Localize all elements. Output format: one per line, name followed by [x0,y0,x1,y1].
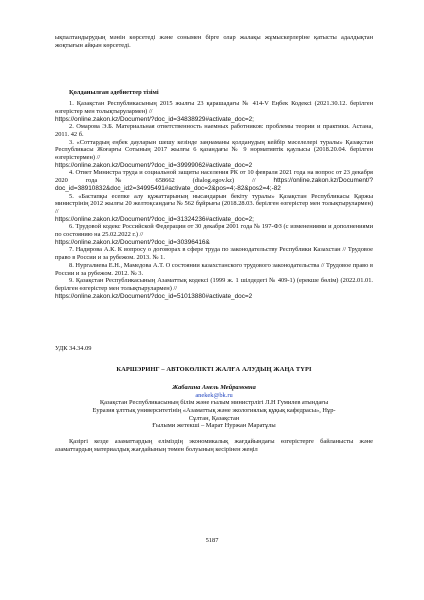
reference-number: 6. [69,223,74,231]
reference-number: 9. [69,277,74,285]
udk-code: УДК 34.34.09 [55,345,92,353]
page-number: 5187 [205,537,219,544]
reference-text: Надирова А.К. К вопросу о договорах в сфере труда по законодательству Республики Казахстан // Трудовое право в России и за рубежом. 2013. № 1. [55,246,373,262]
affiliation-line: Еуразия ұлттық университетінің «Азаматтық және экологиялық құқық кафедрасы», Нұр- [92,406,336,414]
page-content [55,34,373,453]
reference-text: «Бастапқы есепке алу құжаттарының нысандарын бекіту туралы» Қазақстан Республикасы Қаржы министрінің 2012 жылғы 20 желтоқсандағы № 562 бұйрығы (2018.28.03. берілген өзгерістер мен толықтырулармен) // [55,192,373,215]
reference-number: 3. [69,138,74,146]
reference-item [55,277,373,300]
spacer [55,430,373,438]
reference-item [55,139,373,170]
reference-number: 2. [69,123,74,131]
reference-link[interactable]: https://online.zakon.kz/Document/?doc_id=39999062#activate_doc=2 [55,161,253,169]
reference-item [55,246,373,261]
reference-number: 4. [69,169,74,177]
reference-text: Қазақстан Республикасының 2015 жылғы 23 қарашадағы № 414-V Еңбек Кодексі (2021.30.12. берілген өзгерістер мен толықтырулармен) // [55,100,373,115]
reference-link[interactable]: https://online.zakon.kz/Document/?doc_id=31324236#activate_doc=2; [55,215,254,223]
reference-text: Ответ Министра труда и социальной защиты населения РК от 10 февраля 2021 года на вопрос от 23 декабря 2020 года № 658662 (dialog.egov.kz) // [55,169,373,185]
references-list [55,100,373,300]
reference-text: Нургалиева Е.Н., Мамедова А.Т. О состоянии казахстанского трудового законодательства // Трудовое право в России и за рубежом. 2012. № 3. [55,261,373,277]
reference-link[interactable]: https://online.zakon.kz/Document/?doc_id=51013880#activate_doc=2 [55,292,253,300]
reference-link[interactable]: https://online.zakon.kz/Document/?doc_id=30396416& [55,238,210,246]
reference-item [55,262,373,277]
reference-text: Қазақстан Республикасының Азаматтық кодексі (1999 ж. 1 шілдедегі № 409-1) (ерекше бөлім) (2022.01.01. берілген өзгерістер мен толықтырулармен) // [55,277,373,292]
reference-number: 8. [69,261,74,269]
affiliation-line: Қазақстан Республикасының білім және ғылым министрлігі Л.Н Гумилев атындағы [99,399,329,407]
reference-item [55,123,373,138]
reference-item [55,223,373,246]
article-title: КАРШЭРИНГ – АВТОКӨЛІКТІ ЖАЛҒА АЛУДЫҢ ЖАҢА ТҮРІ [116,366,312,374]
intro-paragraph: Қазіргі кезде азаматтардың еліміздің экономикалық жағдайындағы өзгерістерге байланысты және азаматтардың материалдық жағдайының төмен болуының кесірінен жеңіл [55,438,373,453]
supervisor-line: Ғылыми жетекші – Марат Нуржан Маратұлы [152,422,276,430]
reference-item [55,193,373,224]
top-paragraph: ықпалтандырудың мәнін көрсетеді және сонымен бірге олар жалақы жұмыскерлеріне қатысты адалдықтан жоқтығын айқын көрсетеді. [55,34,373,49]
reference-text: «Соттардың еңбек дауларын шешу кезінде заңнаманы қолданудың кейбір мәселелері туралы» Қазақстан Республикасы Жоғарғы Сотының 2017 жылғы 6 қазандағы № 9 нормативтік қаулысы (2018.20.04. берілген өзгерістермен) // [55,138,373,162]
reference-link[interactable]: https://online.zakon.kz/Document/?doc_id=38910832&doc_id2=34995491#activate_doc=2&pos=4;-82&pos2=4;-82 [55,177,373,192]
reference-number: 5. [69,192,74,200]
reference-text: Омарова Э.Б. Материальная ответственность наемных работников: проблемы теории и практики. Астана, 2011. 42 б. [55,123,373,138]
reference-item [55,169,373,192]
author-email[interactable]: anekek@bk.ru [195,391,233,399]
reference-number: 1. [69,100,74,108]
reference-link[interactable]: https://online.zakon.kz/Document/?doc_id=34838929#activate_doc=2; [55,115,254,123]
reference-number: 7. [69,246,74,254]
reference-text: Трудовой кодекс Российской Федерации от 30 декабря 2001 года № 197-ФЗ (с изменениями и дополнениями по состоянию на 25.02.2022 г.) // [55,223,373,239]
references-title: Қолданылған әдебиеттер тізімі [69,89,159,97]
reference-item [55,100,373,123]
author-name: Жабагина Анель Мейрамовна [172,383,256,391]
affiliation-line: Сұлтан, Қазақстан [188,414,240,422]
